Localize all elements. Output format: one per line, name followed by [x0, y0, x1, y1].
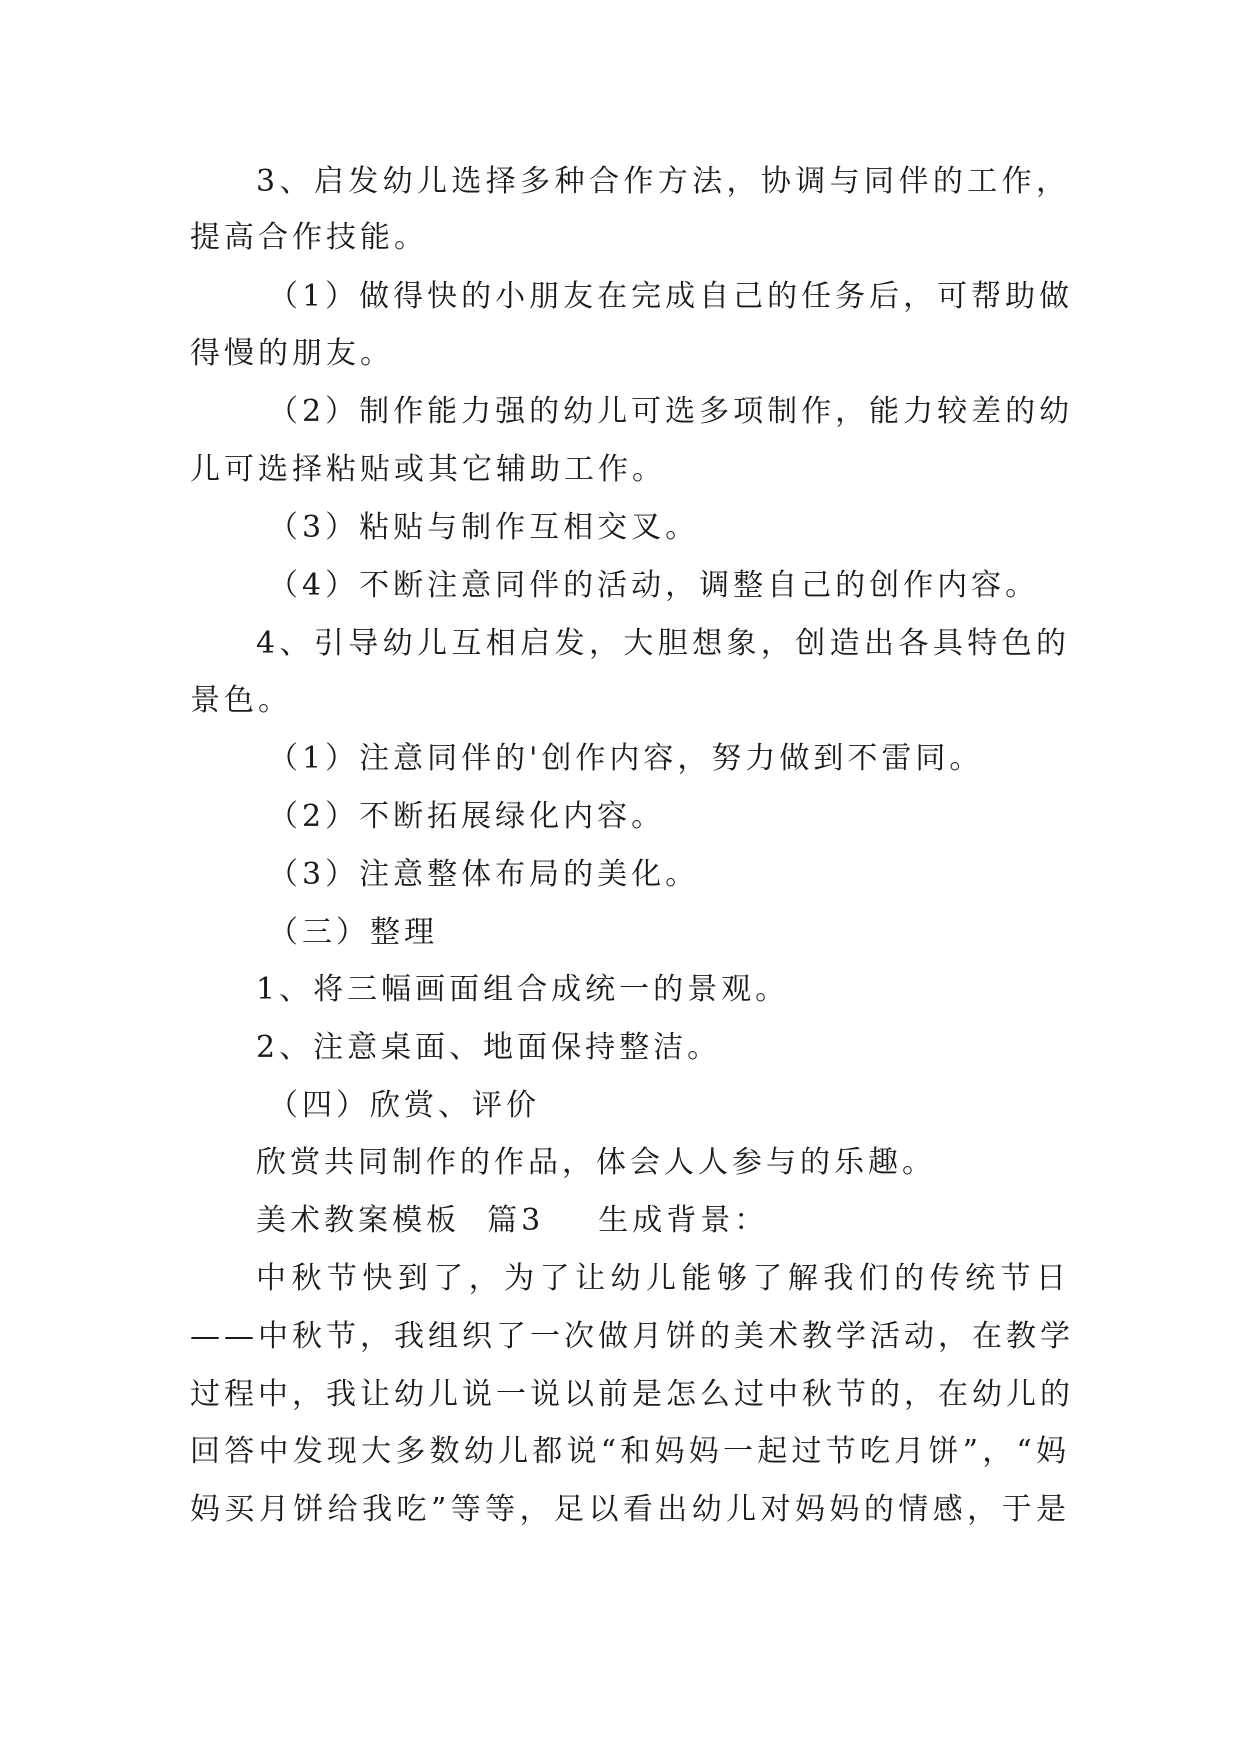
text-line: 回答中发现大多数幼儿都说“和妈妈一起过节吃月饼”，“妈 [190, 1434, 1070, 1469]
text-line: （4）不断注意同伴的活动，调整自己的创作内容。 [268, 568, 1040, 603]
text-line: 3、启发幼儿选择多种合作方法，协调与同伴的工作， [256, 164, 1070, 199]
text-line: 4、引导幼儿互相启发，大胆想象，创造出各具特色的 [256, 626, 1070, 661]
text-line: ——中秋节，我组织了一次做月饼的美术教学活动，在教学 [190, 1319, 1074, 1354]
text-line: 妈买月饼给我吃”等等，足以看出幼儿对妈妈的情感，于是 [190, 1492, 1070, 1527]
text-line: （3）粘贴与制作互相交叉。 [268, 510, 700, 545]
text-line: （2）不断拓展绿化内容。 [268, 799, 666, 834]
text-line: 过程中，我让幼儿说一说以前是怎么过中秋节的，在幼儿的 [190, 1377, 1074, 1412]
text-line: （3）注意整体布局的美化。 [268, 857, 700, 892]
text-line: 提高合作技能。 [190, 220, 428, 255]
text-line: 欣赏共同制作的作品，体会人人参与的乐趣。 [256, 1145, 936, 1180]
text-line: 景色。 [190, 683, 292, 718]
section-heading: （四）欣赏、评价 [268, 1088, 540, 1123]
text-line: 1、将三幅画面组合成统一的景观。 [256, 972, 790, 1007]
text-line: （1）注意同伴的'创作内容，努力做到不雷同。 [268, 741, 984, 776]
text-line: 2、注意桌面、地面保持整洁。 [256, 1030, 722, 1065]
text-line: 儿可选择粘贴或其它辅助工作。 [190, 452, 666, 487]
template-heading: 美术教案模板 篇3 生成背景： [256, 1203, 769, 1238]
text-line: 得慢的朋友。 [190, 336, 394, 371]
text-line: 中秋节快到了，为了让幼儿能够了解我们的传统节日 [256, 1261, 1070, 1296]
section-heading: （三）整理 [268, 915, 438, 950]
text-line: （1）做得快的小朋友在完成自己的任务后，可帮助做 [268, 279, 1074, 314]
text-line: （2）制作能力强的幼儿可选多项制作，能力较差的幼 [268, 394, 1074, 429]
